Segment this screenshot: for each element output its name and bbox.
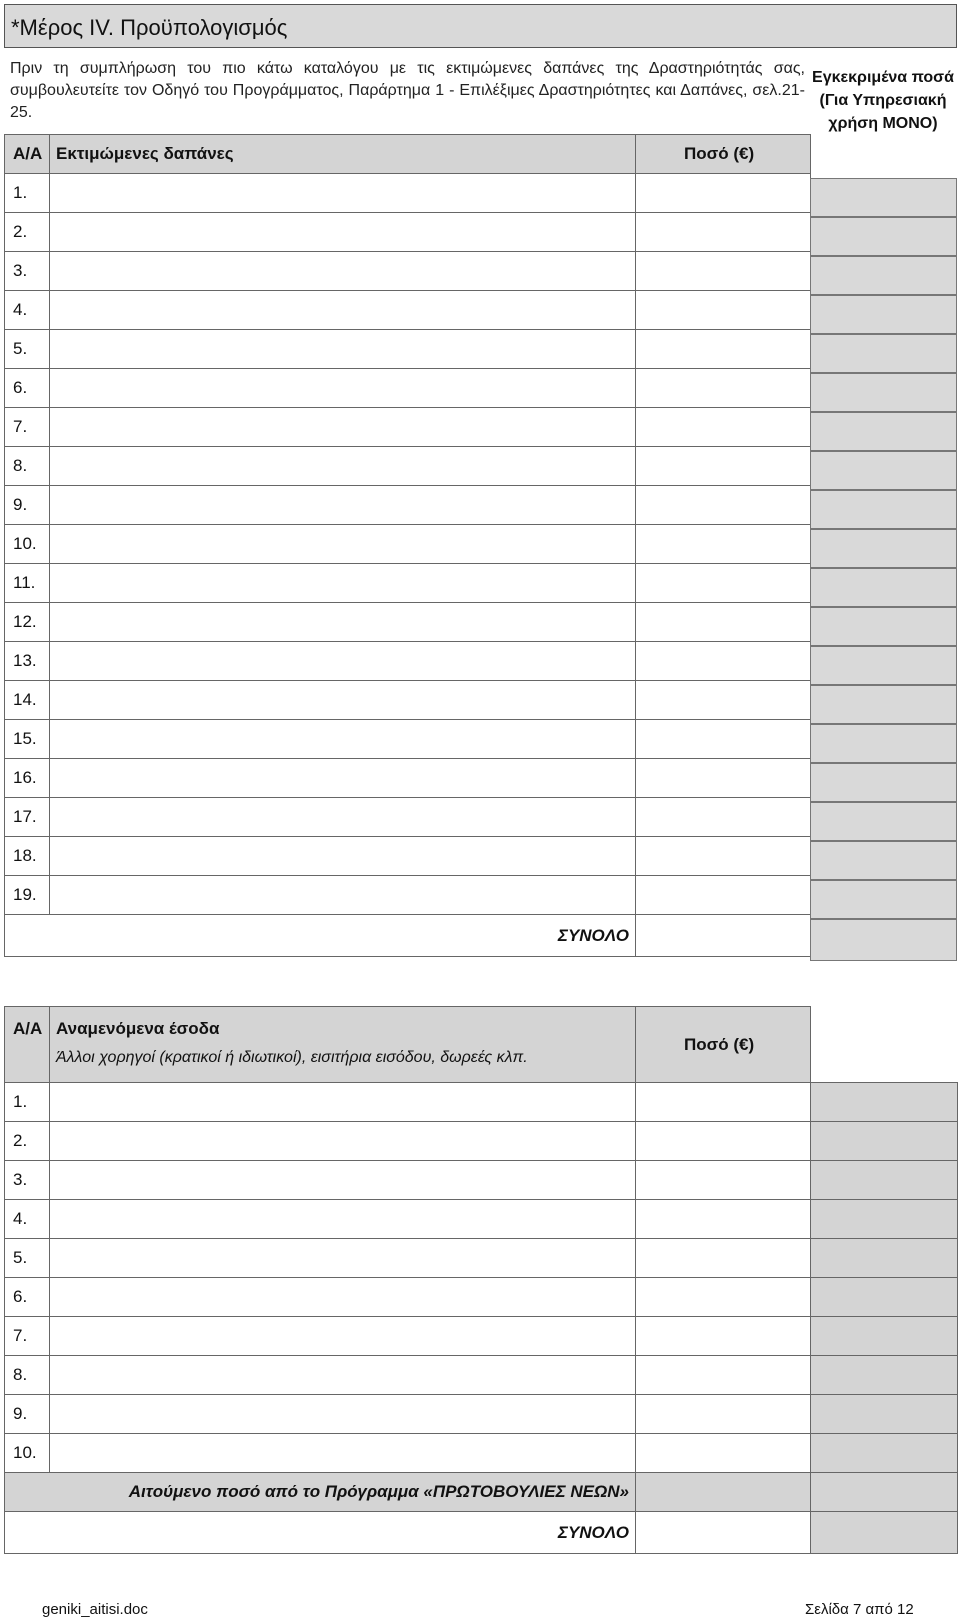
expenses-row-number: 18. <box>5 837 50 876</box>
expenses-row <box>5 174 811 213</box>
income-row-description[interactable] <box>50 1317 636 1356</box>
income-row-approved <box>811 1122 958 1161</box>
expenses-row <box>5 798 811 837</box>
expenses-row <box>5 408 811 447</box>
income-row-approved <box>811 1161 958 1200</box>
approved-amount-cell <box>810 724 957 763</box>
income-row-approved <box>811 1083 958 1122</box>
expenses-row-number: 12. <box>5 603 50 642</box>
expenses-row <box>5 759 811 798</box>
income-total-label: ΣΥΝΟΛΟ <box>5 1512 636 1554</box>
expenses-row-amount[interactable] <box>636 213 811 252</box>
expenses-row-number: 8. <box>5 447 50 486</box>
income-row-number: 4. <box>5 1200 50 1239</box>
income-total-row <box>5 1512 958 1554</box>
expenses-row-amount[interactable] <box>636 330 811 369</box>
expenses-row-description[interactable] <box>50 798 636 837</box>
income-row-description[interactable] <box>50 1239 636 1278</box>
expenses-row-description[interactable] <box>50 408 636 447</box>
expenses-row-amount[interactable] <box>636 876 811 915</box>
expenses-row-amount[interactable] <box>636 681 811 720</box>
footer-page-number: Σελίδα 7 από 12 <box>805 1601 914 1618</box>
approved-amount-cell <box>810 607 957 646</box>
approved-amount-cell <box>810 919 957 961</box>
approved-amount-cell <box>810 490 957 529</box>
expenses-row-number: 11. <box>5 564 50 603</box>
approved-amounts-header: Εγκεκριμένα ποσά (Για Υπηρεσιακή χρήση ΜΟΝΟ) <box>812 69 954 132</box>
expenses-row-description[interactable] <box>50 291 636 330</box>
income-row-amount[interactable] <box>636 1239 811 1278</box>
income-row-description[interactable] <box>50 1083 636 1122</box>
expenses-row-description[interactable] <box>50 174 636 213</box>
approved-amount-cell <box>810 412 957 451</box>
expenses-row-description[interactable] <box>50 603 636 642</box>
expenses-row-description[interactable] <box>50 447 636 486</box>
income-row-amount[interactable] <box>636 1161 811 1200</box>
expenses-row-number: 19. <box>5 876 50 915</box>
income-row-amount[interactable] <box>636 1278 811 1317</box>
income-row-amount[interactable] <box>636 1122 811 1161</box>
expenses-row <box>5 213 811 252</box>
expenses-row-number: 15. <box>5 720 50 759</box>
income-row-number: 5. <box>5 1239 50 1278</box>
income-row-approved <box>811 1395 958 1434</box>
expenses-row <box>5 291 811 330</box>
expenses-row-amount[interactable] <box>636 174 811 213</box>
income-row-amount[interactable] <box>636 1083 811 1122</box>
income-row <box>5 1317 958 1356</box>
approved-amount-cell <box>810 880 957 919</box>
expenses-header-row <box>5 135 811 174</box>
approved-amount-cell <box>810 529 957 568</box>
expenses-row-amount[interactable] <box>636 291 811 330</box>
expenses-row <box>5 525 811 564</box>
income-row <box>5 1200 958 1239</box>
requested-amount-row <box>5 1473 958 1512</box>
expenses-row-amount[interactable] <box>636 720 811 759</box>
income-col-note: Άλλοι χορηγοί (κρατικοί ή ιδιωτικοί), εισιτήρια εισόδου, δωρεές κλπ. <box>56 1049 528 1066</box>
expenses-row-number: 6. <box>5 369 50 408</box>
expenses-row <box>5 720 811 759</box>
income-row-approved <box>811 1356 958 1395</box>
income-row-approved <box>811 1434 958 1473</box>
approved-amount-cell <box>810 685 957 724</box>
income-row <box>5 1122 958 1161</box>
requested-amount-value[interactable] <box>636 1473 811 1512</box>
income-row-approved <box>811 1317 958 1356</box>
income-row-description[interactable] <box>50 1278 636 1317</box>
expenses-row <box>5 681 811 720</box>
footer-filename: geniki_aitisi.doc <box>42 1601 148 1618</box>
expenses-total-row <box>5 915 811 957</box>
expenses-row-amount[interactable] <box>636 486 811 525</box>
income-col-desc: Αναμενόμενα έσοδα <box>56 1019 220 1038</box>
income-row-amount[interactable] <box>636 1200 811 1239</box>
income-row-description[interactable] <box>50 1395 636 1434</box>
expenses-row-number: 7. <box>5 408 50 447</box>
expenses-row-description[interactable] <box>50 369 636 408</box>
expenses-row-number: 4. <box>5 291 50 330</box>
requested-amount-label: Αιτούμενο ποσό από το Πρόγραμμα «ΠΡΩΤΟΒΟΥΛΙΕΣ ΝΕΩΝ» <box>5 1473 636 1512</box>
expenses-row-number: 13. <box>5 642 50 681</box>
expenses-row <box>5 837 811 876</box>
income-row-number: 3. <box>5 1161 50 1200</box>
income-header-row <box>5 1007 958 1083</box>
approved-amount-cell <box>810 451 957 490</box>
income-row-description[interactable] <box>50 1122 636 1161</box>
expenses-row-description[interactable] <box>50 213 636 252</box>
income-row-description[interactable] <box>50 1434 636 1473</box>
expenses-col-no: Α/Α <box>5 135 50 174</box>
expenses-total-amount[interactable] <box>636 915 811 957</box>
expenses-row-description[interactable] <box>50 330 636 369</box>
expenses-row <box>5 564 811 603</box>
expenses-table <box>4 134 811 957</box>
expenses-row <box>5 252 811 291</box>
expenses-row-number: 17. <box>5 798 50 837</box>
expenses-row <box>5 486 811 525</box>
expenses-row-description[interactable] <box>50 642 636 681</box>
income-row <box>5 1356 958 1395</box>
section-title: *Μέρος IV. Προϋπολογισμός <box>4 4 957 48</box>
approved-amount-cell <box>810 295 957 334</box>
approved-amount-cell <box>810 568 957 607</box>
income-row-description[interactable] <box>50 1161 636 1200</box>
income-row <box>5 1278 958 1317</box>
intro-text: Πριν τη συμπλήρωση του πιο κάτω καταλόγου με τις εκτιμώμενες δαπάνες της Δραστηριότητάς σας, συμβουλευτείτε τον Οδηγό του Προγράμματος, Παράρτημα 1 - Επιλέξιμες Δραστηριότητες και Δαπάνες, σελ.21-25. <box>10 60 805 121</box>
income-row-amount[interactable] <box>636 1317 811 1356</box>
expenses-row-number: 5. <box>5 330 50 369</box>
expenses-row-amount[interactable] <box>636 564 811 603</box>
approved-amount-cell <box>810 256 957 295</box>
expenses-row-description[interactable] <box>50 486 636 525</box>
income-row-number: 2. <box>5 1122 50 1161</box>
approved-amount-cell <box>810 178 957 217</box>
expenses-row-amount[interactable] <box>636 408 811 447</box>
approved-amount-cell <box>810 373 957 412</box>
income-row-amount[interactable] <box>636 1356 811 1395</box>
income-row-amount[interactable] <box>636 1395 811 1434</box>
expenses-row-amount[interactable] <box>636 837 811 876</box>
expenses-row-number: 1. <box>5 174 50 213</box>
expenses-row <box>5 369 811 408</box>
expenses-col-desc: Εκτιμώμενες δαπάνες <box>50 135 636 174</box>
expenses-row <box>5 642 811 681</box>
income-row-description[interactable] <box>50 1356 636 1395</box>
approved-amount-cell <box>810 334 957 373</box>
expenses-row-number: 2. <box>5 213 50 252</box>
expenses-row-amount[interactable] <box>636 252 811 291</box>
income-col-amount: Ποσό (€) <box>636 1007 811 1083</box>
income-total-amount[interactable] <box>636 1512 811 1554</box>
expenses-row-amount[interactable] <box>636 369 811 408</box>
expenses-row-number: 9. <box>5 486 50 525</box>
income-row-number: 6. <box>5 1278 50 1317</box>
expenses-row-number: 3. <box>5 252 50 291</box>
income-row-approved <box>811 1239 958 1278</box>
income-row-amount[interactable] <box>636 1434 811 1473</box>
income-row-approved <box>811 1278 958 1317</box>
income-row-description[interactable] <box>50 1200 636 1239</box>
expenses-row <box>5 447 811 486</box>
expenses-row <box>5 876 811 915</box>
income-row <box>5 1239 958 1278</box>
income-row-number: 8. <box>5 1356 50 1395</box>
expenses-row-description[interactable] <box>50 252 636 291</box>
expenses-row-amount[interactable] <box>636 603 811 642</box>
expenses-col-amount: Ποσό (€) <box>636 135 811 174</box>
income-row <box>5 1083 958 1122</box>
income-table <box>4 1006 958 1554</box>
expenses-row-description[interactable] <box>50 876 636 915</box>
expenses-row-amount[interactable] <box>636 798 811 837</box>
approved-amount-cell <box>810 646 957 685</box>
expenses-row-description[interactable] <box>50 837 636 876</box>
expenses-row-amount[interactable] <box>636 759 811 798</box>
income-row-number: 9. <box>5 1395 50 1434</box>
expenses-total-label: ΣΥΝΟΛΟ <box>5 915 636 957</box>
expenses-row-description[interactable] <box>50 759 636 798</box>
income-row-approved <box>811 1200 958 1239</box>
approved-amount-cell <box>810 841 957 880</box>
income-col-desc-cell <box>50 1007 636 1083</box>
approved-amount-cell <box>810 802 957 841</box>
income-col-no: Α/Α <box>5 1007 50 1083</box>
approved-amount-cell <box>810 217 957 256</box>
income-total-approved <box>811 1512 958 1554</box>
expenses-row-amount[interactable] <box>636 447 811 486</box>
income-row <box>5 1161 958 1200</box>
expenses-row-number: 14. <box>5 681 50 720</box>
approved-amounts-column <box>810 178 957 961</box>
expenses-row-description[interactable] <box>50 525 636 564</box>
expenses-row-number: 16. <box>5 759 50 798</box>
expenses-row-amount[interactable] <box>636 525 811 564</box>
income-row-number: 1. <box>5 1083 50 1122</box>
expenses-row-amount[interactable] <box>636 642 811 681</box>
income-row-number: 7. <box>5 1317 50 1356</box>
income-header-blank <box>811 1007 958 1083</box>
income-row-number: 10. <box>5 1434 50 1473</box>
expenses-row <box>5 603 811 642</box>
expenses-row-description[interactable] <box>50 720 636 759</box>
expenses-row-description[interactable] <box>50 681 636 720</box>
requested-approved-value <box>811 1473 958 1512</box>
income-row <box>5 1434 958 1473</box>
expenses-row <box>5 330 811 369</box>
expenses-row-description[interactable] <box>50 564 636 603</box>
expenses-row-number: 10. <box>5 525 50 564</box>
income-row <box>5 1395 958 1434</box>
approved-amount-cell <box>810 763 957 802</box>
